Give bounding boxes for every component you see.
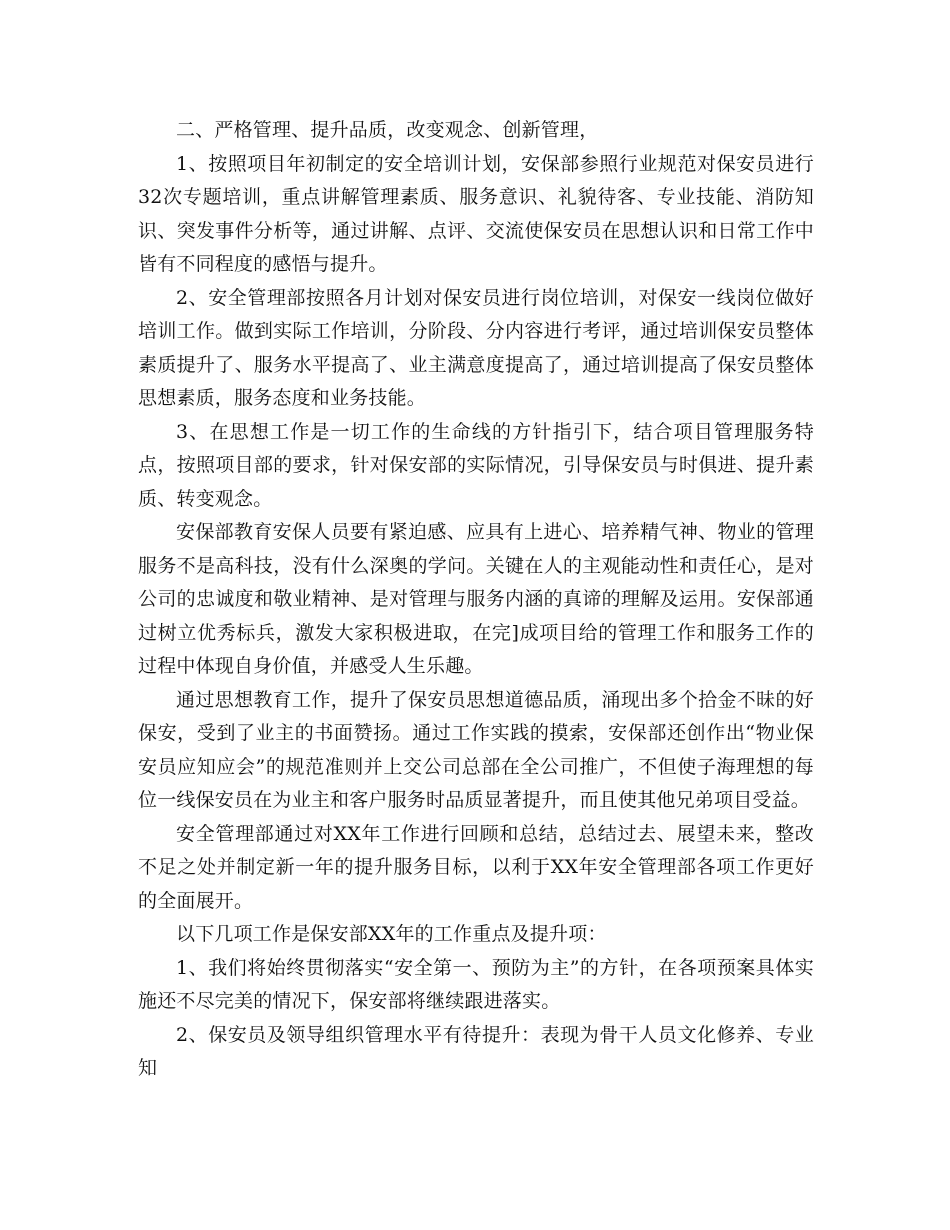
paragraph-key-points-intro: 以下几项工作是保安部XX年的工作重点及提升项： bbox=[176, 923, 607, 945]
paragraph-education: 安保部教育安保人员要有紧迫感、应具有上进心、培养精气神、物业的管理服务不是高科技，没有什么深奥的学问。关键在人的主观能动性和责任心，是对公司的忠诚度和敬业精神、是对管理与服务内涵的真谛的理解及运用。安保部通过树立优秀标兵，激发大家积极进取，在完]成项目给的管理工作和服务工作的过程中体现自身价值，并感受人生乐趣。 bbox=[138, 521, 814, 677]
paragraph-moral-quality: 通过思想教育工作，提升了保安员思想道德品质，涌现出多个拾金不昧的好保安，受到了业主的书面赞扬。通过工作实践的摸索，安保部还创作出“物业保安员应知应会”的规范准则并上交公司总部在全公司推广，不但使子海理想的每位一线保安员在为业主和客户服务时品质显著提升，而且使其他兄弟项目受益。 bbox=[138, 688, 814, 811]
paragraph-training-plan: 1、按照项目年初制定的安全培训计划，安保部参照行业规范对保安员进行32次专题培训，重点讲解管理素质、服务意识、礼貌待客、专业技能、消防知识、突发事件分析等，通过讲解、点评、交流使保安员在思想认识和日常工作中皆有不同程度的感悟与提升。 bbox=[138, 152, 814, 275]
document-page bbox=[138, 114, 814, 1086]
paragraph-ideology-work: 3、在思想工作是一切工作的生命线的方针指引下，结合项目管理服务特点，按照项目部的要求，针对保安部的实际情况，引导保安员与时俱进、提升素质、转变观念。 bbox=[138, 420, 814, 510]
section-heading: 二、严格管理、提升品质，改变观念、创新管理， bbox=[176, 119, 599, 141]
paragraph-post-training: 2、安全管理部按照各月计划对保安员进行岗位培训，对保安一线岗位做好培训工作。做到实际工作培训，分阶段、分内容进行考评，通过培训保安员整体素质提升了、服务水平提高了、业主满意度提高了，通过培训提高了保安员整体思想素质，服务态度和业务技能。 bbox=[138, 286, 814, 409]
paragraph-review-summary: 安全管理部通过对XX年工作进行回顾和总结，总结过去、展望未来，整改不足之处并制定新一年的提升服务目标，以利于XX年安全管理部各项工作更好的全面展开。 bbox=[138, 822, 814, 912]
paragraph-management-level: 2、保安员及领导组织管理水平有待提升：表现为骨干人员文化修养、专业知 bbox=[138, 1023, 814, 1079]
paragraph-safety-first: 1、我们将始终贯彻落实“安全第一、预防为主”的方针，在各项预案具体实施还不尽完美的情况下，保安部将继续跟进落实。 bbox=[138, 956, 814, 1012]
